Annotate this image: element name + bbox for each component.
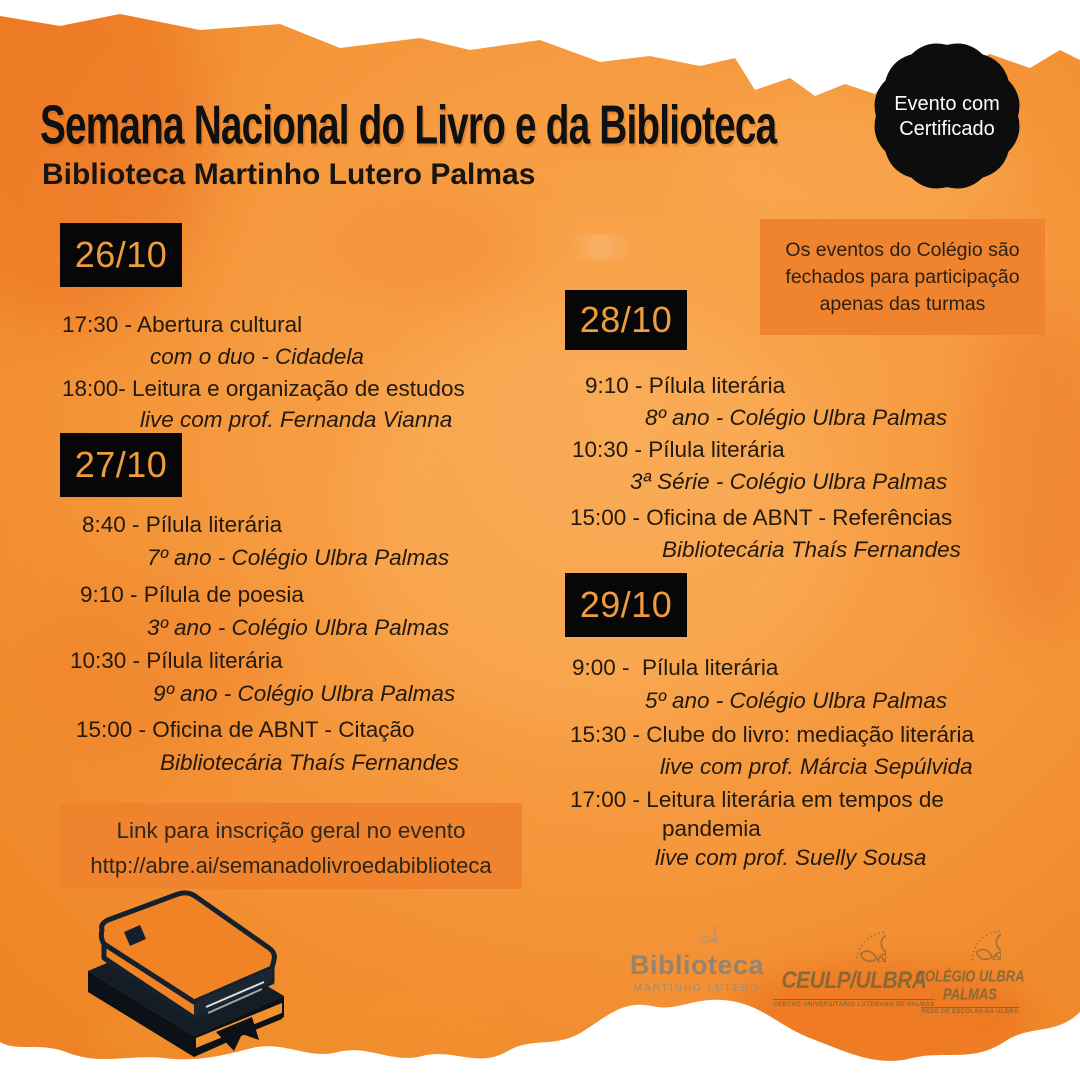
- event-line: 3º ano - Colégio Ulbra Palmas: [147, 615, 450, 640]
- certificate-badge-label: [868, 92, 1026, 142]
- event-line: 3ª Série - Colégio Ulbra Palmas: [630, 469, 948, 494]
- poster-subtitle: Biblioteca Martinho Lutero Palmas: [42, 158, 536, 191]
- event-line: 9:10 - Pílula literária: [585, 373, 786, 398]
- badge-line-1: Evento com: [894, 93, 1000, 115]
- registration-url-link[interactable]: http://abre.ai/semanadolivroedabiblioteca: [90, 853, 492, 878]
- event-line: 18:00- Leitura e organização de estudos: [62, 376, 465, 401]
- event-line: 5º ano - Colégio Ulbra Palmas: [645, 688, 948, 713]
- badge-line-2: Certificado: [899, 118, 995, 140]
- event-line: pandemia: [662, 816, 761, 841]
- event-line: 17:30 - Abertura cultural: [62, 312, 303, 337]
- logo-biblioteca-martinho-lutero: [612, 903, 782, 994]
- event-line: Bibliotecária Thaís Fernandes: [160, 750, 459, 775]
- event-line: 9º ano - Colégio Ulbra Palmas: [153, 681, 456, 706]
- event-line: 10:30 - Pílula literária: [70, 648, 283, 673]
- event-line: 8:40 - Pílula literária: [82, 512, 283, 537]
- notice-line-3: apenas das turmas: [819, 292, 986, 315]
- closed-events-notice-text: [785, 237, 1019, 318]
- date-label-29-10: 29/10: [579, 584, 673, 625]
- event-line: com o duo - Cidadela: [150, 344, 364, 369]
- date-label-26-10: 26/10: [74, 234, 168, 275]
- logo-ceulp-caption: CENTRO UNIVERSITÁRIO LUTERANO DE PALMAS: [773, 999, 934, 1008]
- event-line: live com prof. Márcia Sepúlvida: [660, 754, 973, 779]
- notice-line-2: fechados para participação: [785, 265, 1020, 288]
- event-line: 9:00 - Pílula literária: [572, 655, 779, 680]
- logo-ceulp-name: CEULP/ULBRA: [781, 967, 927, 994]
- event-line: 15:30 - Clube do livro: mediação literária: [570, 722, 974, 747]
- logo-biblioteca-caption: MARTINHO LUTERO: [633, 983, 761, 994]
- closed-events-notice: [760, 219, 1045, 335]
- event-line: 9:10 - Pílula de poesia: [80, 582, 304, 607]
- event-line: 10:30 - Pílula literária: [572, 437, 785, 462]
- library-rosette-icon: [677, 903, 717, 943]
- date-label-27-10: 27/10: [74, 444, 168, 485]
- ulbra-rosette-icon: [822, 898, 886, 962]
- event-line: 15:00 - Oficina de ABNT - Referências: [570, 505, 953, 530]
- logo-colegio-caption: REDE DE ESCOLAS DA ULBRA: [921, 1009, 1019, 1015]
- date-box-28-10: [565, 290, 687, 350]
- logo-colegio-ulbra-palmas: [905, 898, 1035, 1018]
- logo-colegio-name: COLÉGIO ULBRA PALMAS: [915, 967, 1025, 1003]
- event-line: 7º ano - Colégio Ulbra Palmas: [147, 545, 450, 570]
- date-box-26-10: [60, 223, 182, 287]
- book-stack-icon: [66, 886, 318, 1076]
- registration-label: Link para inscrição geral no evento: [116, 818, 466, 843]
- notice-line-1: Os eventos do Colégio são: [785, 238, 1020, 261]
- event-line: live com prof. Suelly Sousa: [655, 845, 927, 870]
- event-line: Bibliotecária Thaís Fernandes: [662, 537, 961, 562]
- date-label-28-10: 28/10: [579, 299, 673, 340]
- event-line: 15:00 - Oficina de ABNT - Citação: [76, 717, 415, 742]
- event-line: 17:00 - Leitura literária em tempos de: [570, 787, 944, 812]
- poster-title: Semana Nacional do Livro e da Biblioteca: [40, 95, 777, 156]
- logo-biblioteca-name: Biblioteca: [629, 950, 765, 980]
- ulbra-rosette-icon: [939, 898, 1001, 960]
- event-line: live com prof. Fernanda Vianna: [140, 407, 453, 432]
- event-line: 8º ano - Colégio Ulbra Palmas: [645, 405, 948, 430]
- date-box-27-10: [60, 433, 182, 497]
- date-box-29-10: [565, 573, 687, 637]
